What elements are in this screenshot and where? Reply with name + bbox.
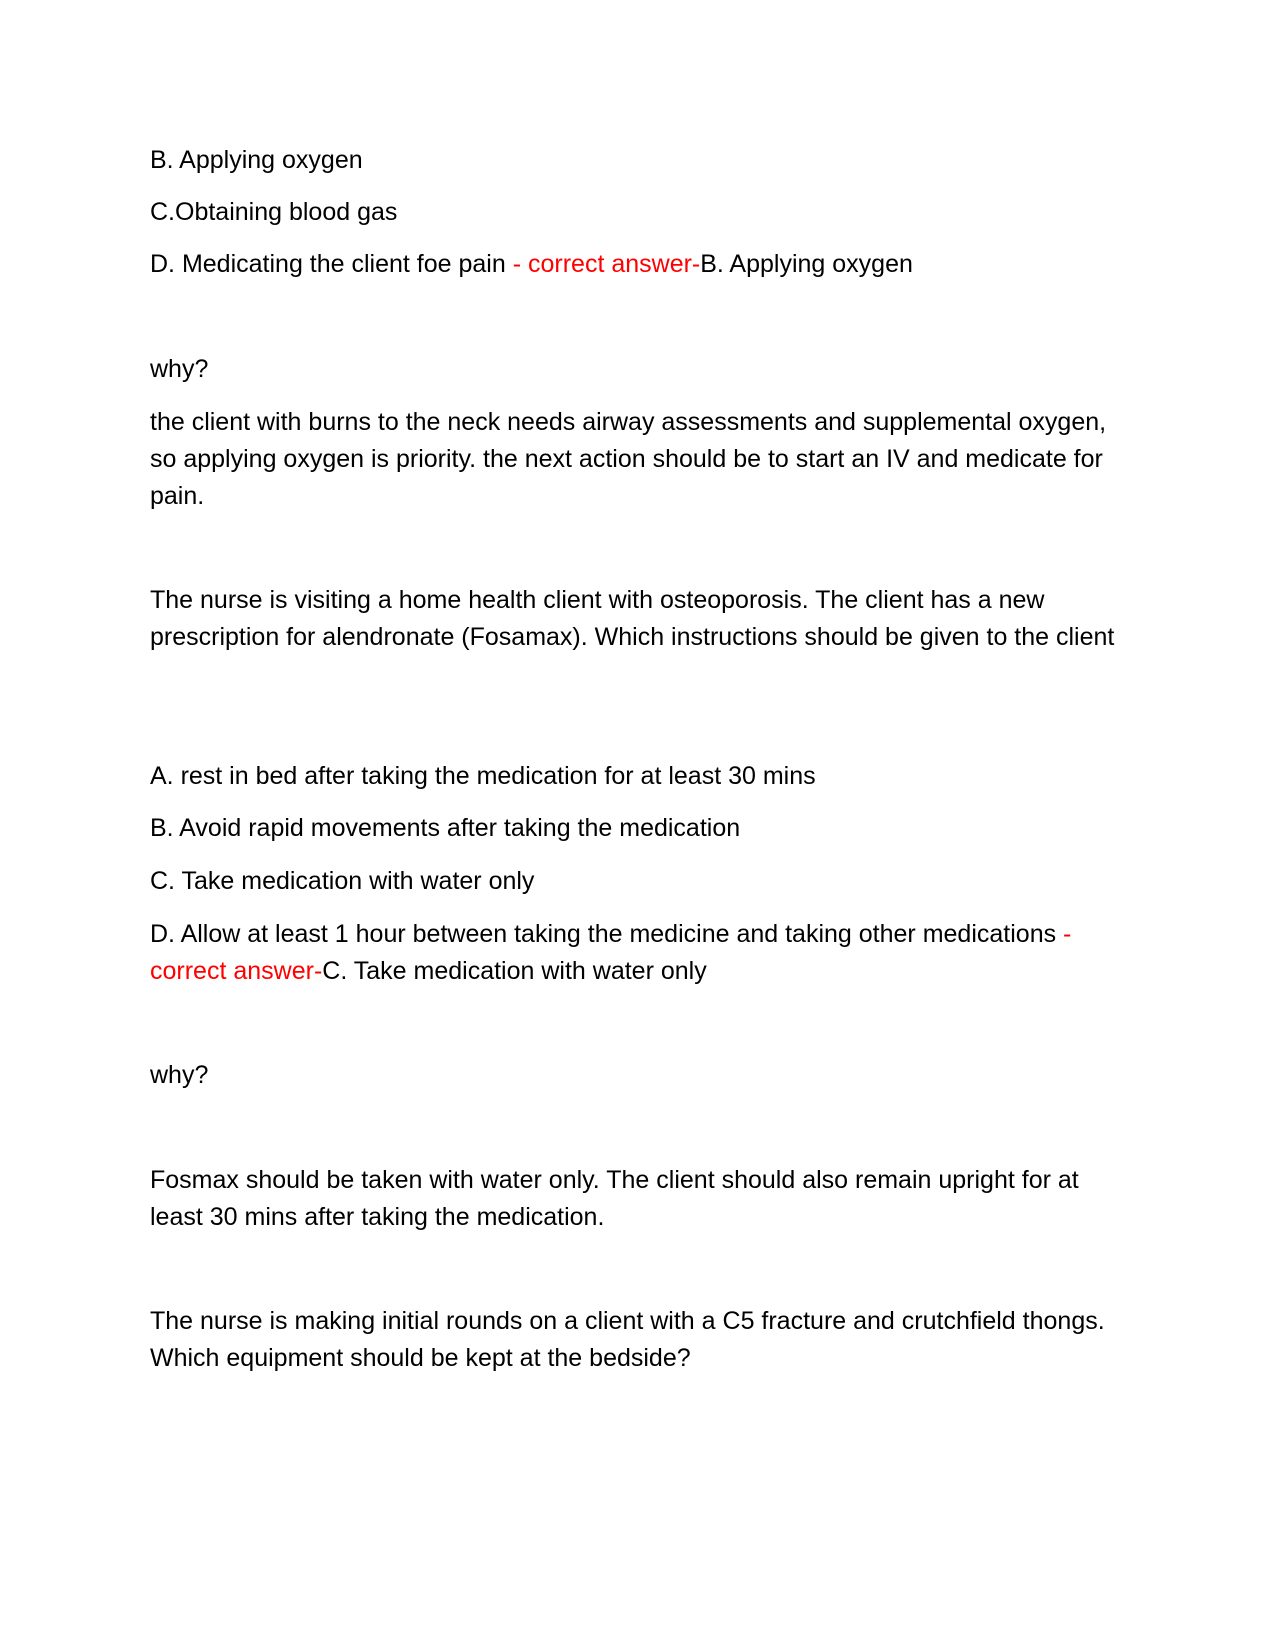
q2-option-b: B. Avoid rapid movements after taking the medication — [150, 814, 741, 842]
q2-option-d: D. Allow at least 1 hour between taking the medicine and taking other medications — [150, 920, 1057, 948]
q2-why-label: why? — [150, 1061, 209, 1089]
q3-question: The nurse is making initial rounds on a client with a C5 fracture and crutchfield thongs. Which equipment should be kept at the bedside? — [150, 1307, 1105, 1372]
q1-answer-marker: - correct answer- — [505, 250, 701, 278]
q1-option-c: C.Obtaining blood gas — [150, 198, 398, 226]
q2-answer-marker: - correct answer- — [150, 920, 1072, 985]
q2-option-d-with-answer — [150, 916, 1130, 990]
q2-option-a: A. rest in bed after taking the medication for at least 30 mins — [150, 762, 816, 790]
q1-explanation: the client with burns to the neck needs airway assessments and supplemental oxygen, so applying oxygen is priority. the next action should be to start an IV and medicate for pain. — [150, 408, 1107, 510]
q2-answer-text: C. Take medication with water only — [322, 957, 707, 985]
q1-option-b: B. Applying oxygen — [150, 146, 363, 174]
q2-question: The nurse is visiting a home health client with osteoporosis. The client has a new prescription for alendronate (Fosamax). Which instructions should be given to the client — [150, 586, 1115, 651]
q1-why-label: why? — [150, 355, 209, 383]
q2-option-c: C. Take medication with water only — [150, 867, 535, 895]
q1-option-d: D. Medicating the client foe pain — [150, 250, 506, 278]
q1-option-d-with-answer — [150, 246, 1130, 283]
q1-answer-text: B. Applying oxygen — [700, 250, 913, 278]
q2-explanation: Fosmax should be taken with water only. The client should also remain upright for at least 30 mins after taking the medication. — [150, 1166, 1079, 1231]
